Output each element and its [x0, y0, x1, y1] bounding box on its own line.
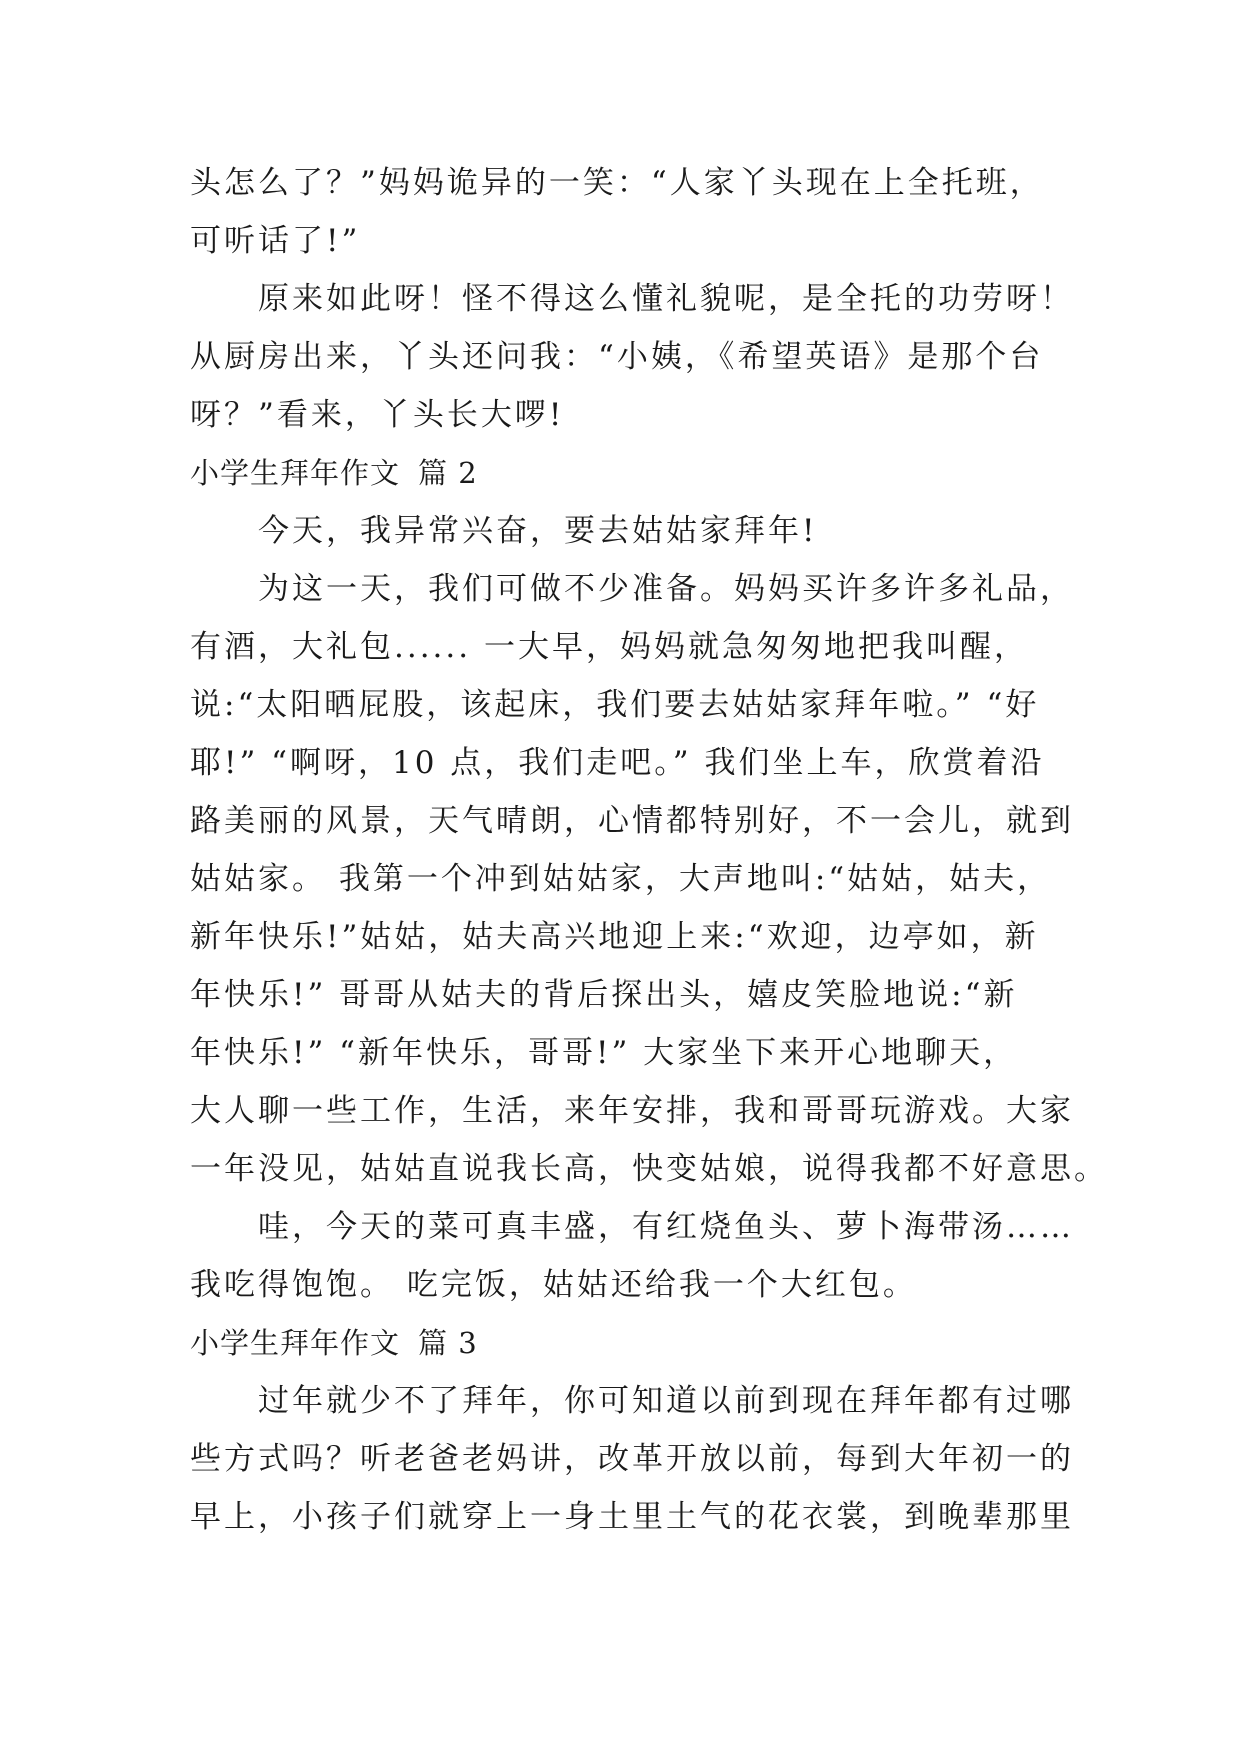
- paragraph-line: 哇，今天的菜可真丰盛，有红烧鱼头、萝卜海带汤……: [258, 1209, 1074, 1245]
- paragraph-line: 姑姑家。 我第一个冲到姑姑家，大声地叫:“姑姑，姑夫，: [190, 861, 1052, 897]
- paragraph-line: 我吃得饱饱。 吃完饭，姑姑还给我一个大红包。: [190, 1267, 917, 1303]
- paragraph-line: 今天，我异常兴奋，要去姑姑家拜年!: [258, 513, 818, 549]
- paragraph-line: 早上，小孩子们就穿上一身土里土气的花衣裳，到晚辈那里: [190, 1499, 1074, 1535]
- paragraph-line: 年快乐!” “新年快乐，哥哥!” 大家坐下来开心地聊天，: [190, 1035, 1018, 1071]
- paragraph-line: 为这一天，我们可做不少准备。妈妈买许多许多礼品，: [258, 571, 1074, 607]
- paragraph-line: 耶!” “啊呀，10 点，我们走吧。” 我们坐上车，欣赏着沿: [190, 745, 1045, 781]
- document-page: [190, 154, 1108, 1546]
- paragraph-line: 路美丽的风景，天气晴朗，心情都特别好，不一会儿，就到: [190, 803, 1074, 839]
- paragraph-line: 原来如此呀！怪不得这么懂礼貌呢，是全托的功劳呀！: [258, 281, 1074, 317]
- paragraph-line: 说:“太阳晒屁股，该起床，我们要去姑姑家拜年啦。” “好: [190, 687, 1040, 723]
- paragraph-line: 新年快乐!”姑姑，姑夫高兴地迎上来:“欢迎，边亭如，新: [190, 919, 1039, 955]
- section-heading: [190, 444, 1060, 502]
- paragraph-line: 从厨房出来，丫头还问我：“小姨，《希望英语》是那个台: [190, 339, 1044, 375]
- paragraph-line: 大人聊一些工作，生活，来年安排，我和哥哥玩游戏。大家: [190, 1093, 1074, 1129]
- paragraph-line: 有酒，大礼包...... 一大早，妈妈就急匆匆地把我叫醒，: [190, 629, 1028, 665]
- paragraph-line: 年快乐!” 哥哥从姑夫的背后探出头，嬉皮笑脸地说:“新: [190, 977, 1018, 1013]
- paragraph-line: 些方式吗？听老爸老妈讲，改革开放以前，每到大年初一的: [190, 1441, 1074, 1477]
- section-title: 小学生拜年作文: [190, 1326, 401, 1360]
- paragraph-line: 头怎么了？”妈妈诡异的一笑：“人家丫头现在上全托班，: [190, 165, 1044, 201]
- paragraph-line: 过年就少不了拜年，你可知道以前到现在拜年都有过哪: [258, 1383, 1074, 1419]
- section-title: 小学生拜年作文: [190, 456, 401, 490]
- section-number: 篇 3: [418, 1326, 478, 1360]
- paragraph-line: 一年没见，姑姑直说我长高，快变姑娘，说得我都不好意思。: [190, 1151, 1108, 1187]
- paragraph-line: 呀？”看来，丫头长大啰!: [190, 397, 565, 433]
- paragraph-line: 可听话了!”: [190, 223, 361, 259]
- section-heading: [190, 1314, 1060, 1372]
- section-number: 篇 2: [418, 456, 478, 490]
